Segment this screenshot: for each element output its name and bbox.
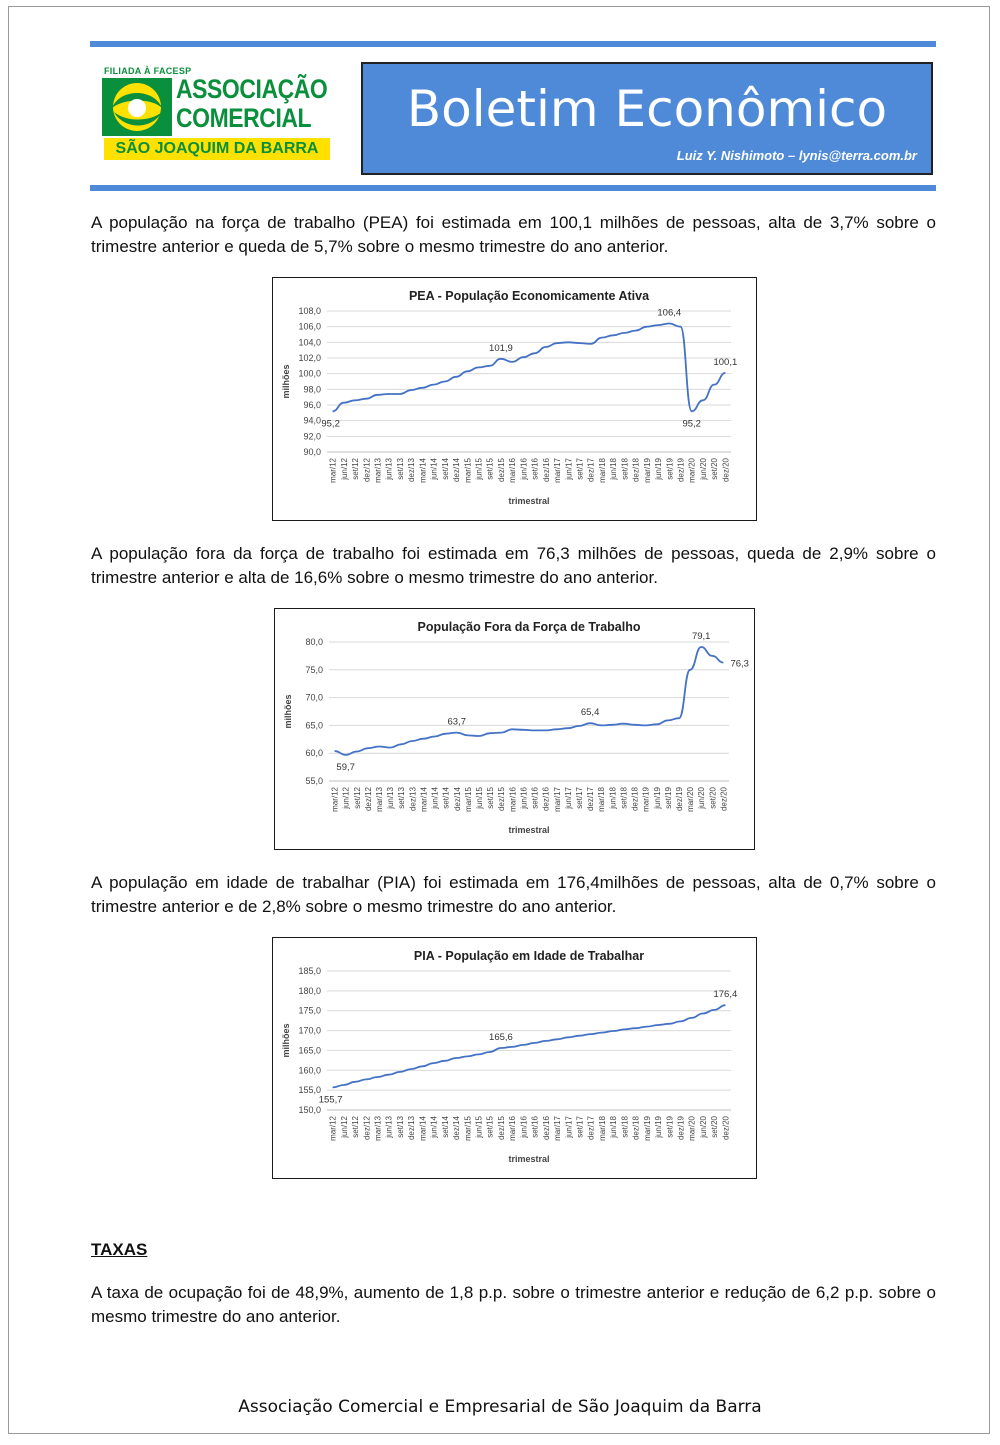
data-label: 95,2 — [321, 418, 340, 430]
data-label: 106,4 — [657, 307, 682, 319]
x-tick-label: set/16 — [530, 1116, 540, 1138]
x-tick-label: dez/12 — [362, 458, 372, 483]
x-tick-label: set/12 — [352, 787, 362, 809]
x-tick-label: mar/16 — [508, 458, 518, 483]
y-axis-label: milhões — [281, 1023, 291, 1058]
y-tick-label: 108,0 — [298, 306, 321, 316]
x-tick-label: jun/17 — [564, 458, 574, 480]
x-tick-label: mar/16 — [508, 1116, 518, 1141]
x-tick-label: jun/12 — [339, 1116, 349, 1138]
x-tick-label: mar/18 — [597, 787, 607, 812]
chart-title: PEA - População Economicamente Ativa — [408, 289, 650, 303]
y-tick-label: 180,0 — [298, 985, 321, 996]
x-tick-label: mar/17 — [553, 1116, 563, 1141]
x-tick-label: mar/17 — [553, 458, 563, 483]
logo-affiliation-text: FILIADA À FACESP — [104, 66, 192, 76]
x-tick-label: jun/14 — [430, 787, 440, 809]
x-tick-label: mar/14 — [419, 787, 429, 812]
x-tick-label: dez/19 — [675, 787, 684, 812]
x-tick-label: dez/14 — [452, 458, 462, 483]
x-tick-label: mar/15 — [463, 787, 473, 812]
x-tick-label: mar/20 — [686, 787, 696, 812]
x-tick-label: dez/17 — [586, 1116, 596, 1141]
y-tick-label: 165,0 — [298, 1045, 321, 1056]
x-tick-label: dez/19 — [676, 1116, 686, 1141]
x-tick-label: set/19 — [665, 458, 675, 480]
x-tick-label: dez/14 — [452, 787, 462, 812]
y-tick-label: 92,0 — [303, 431, 321, 442]
x-tick-label: dez/12 — [362, 1116, 372, 1141]
x-tick-label: set/14 — [440, 1116, 450, 1138]
x-tick-label: set/12 — [351, 1116, 361, 1138]
x-tick-label: jun/15 — [474, 458, 484, 480]
data-label: 59,7 — [336, 761, 355, 773]
association-logo — [100, 62, 336, 162]
x-tick-label: set/18 — [619, 787, 629, 809]
x-tick-label: set/17 — [575, 787, 584, 809]
x-tick-label: jun/15 — [474, 1116, 484, 1138]
paragraph-pea: A população na força de trabalho (PEA) foi estimada em 100,1 milhões de pessoas, alta de 3,7% sobre o trimestre anterior e queda de 5,7% sobre o mesmo trimestre do ano anterior. — [91, 213, 936, 256]
data-label: 155,7 — [318, 1094, 343, 1106]
x-tick-label: set/13 — [395, 1116, 405, 1138]
x-tick-label: set/17 — [575, 1116, 585, 1138]
x-tick-label: dez/15 — [496, 458, 506, 483]
x-tick-label: mar/13 — [373, 1116, 383, 1141]
x-tick-label: set/13 — [397, 787, 407, 809]
data-label: 63,7 — [447, 716, 467, 728]
series-line — [333, 1005, 726, 1087]
x-tick-label: jun/17 — [563, 787, 573, 809]
x-tick-label: dez/13 — [407, 1116, 417, 1141]
header-rule-top — [90, 41, 936, 47]
x-tick-label: set/20 — [710, 1116, 720, 1138]
chart-pea — [272, 277, 757, 521]
data-label: 165,6 — [489, 1032, 513, 1044]
x-tick-label: jun/18 — [609, 1116, 619, 1138]
x-tick-label: mar/18 — [597, 1116, 607, 1141]
x-tick-label: dez/17 — [586, 458, 596, 483]
y-tick-label: 80,0 — [305, 637, 323, 647]
x-tick-label: mar/17 — [552, 787, 562, 812]
y-tick-label: 96,0 — [303, 400, 321, 410]
x-tick-label: jun/15 — [475, 787, 484, 809]
x-tick-label: set/15 — [485, 1116, 495, 1138]
logo-name-line2: COMERCIAL — [176, 103, 312, 133]
y-tick-label: 160,0 — [298, 1065, 321, 1076]
x-tick-label: jun/16 — [519, 458, 529, 480]
x-axis-label: trimestral — [508, 1154, 550, 1164]
x-tick-label: jun/19 — [652, 787, 662, 809]
chart-svg — [275, 609, 754, 849]
x-tick-label: set/18 — [620, 1116, 630, 1138]
x-tick-label: mar/20 — [687, 458, 697, 483]
logo-name-line1: ASSOCIAÇÃO — [176, 74, 328, 104]
y-tick-label: 150,0 — [298, 1105, 321, 1115]
x-tick-label: jun/13 — [384, 1116, 394, 1138]
banner-title: Boletim Econômico — [406, 80, 888, 138]
x-tick-label: jun/14 — [429, 458, 439, 480]
data-label: 95,2 — [682, 418, 701, 430]
x-tick-label: jun/20 — [698, 1116, 708, 1138]
x-tick-label: jun/12 — [339, 458, 349, 480]
x-tick-label: dez/16 — [541, 1116, 551, 1141]
x-tick-label: dez/15 — [496, 1116, 506, 1141]
x-tick-label: set/17 — [575, 458, 585, 480]
x-tick-label: jun/18 — [609, 458, 619, 480]
x-tick-label: jun/19 — [654, 1116, 664, 1138]
y-tick-label: 65,0 — [305, 720, 323, 731]
x-tick-label: jun/16 — [519, 1116, 529, 1138]
paragraph-pia: A população em idade de trabalhar (PIA) foi estimada em 176,4milhões de pessoas, alta de 0,7% sobre o trimestre anterior e de 2,8% sobre o mesmo trimestre do ano anterior. — [91, 873, 936, 916]
x-tick-label: set/20 — [708, 787, 718, 809]
x-tick-label: dez/20 — [721, 458, 731, 483]
chart-svg — [273, 938, 756, 1178]
x-tick-label: mar/12 — [328, 458, 338, 483]
chart-title: População Fora da Força de Trabalho — [417, 620, 641, 634]
y-tick-label: 175,0 — [298, 1005, 321, 1016]
x-tick-label: jun/19 — [654, 458, 664, 480]
x-tick-label: set/15 — [486, 787, 496, 809]
series-line — [335, 647, 724, 755]
x-tick-label: set/12 — [351, 458, 361, 480]
y-tick-label: 155,0 — [298, 1085, 321, 1096]
y-tick-label: 98,0 — [303, 384, 321, 395]
x-tick-label: dez/12 — [363, 787, 373, 812]
y-tick-label: 170,0 — [298, 1025, 321, 1036]
data-label: 100,1 — [713, 356, 738, 368]
y-tick-label: 90,0 — [303, 447, 321, 457]
logo-emblem-icon — [102, 78, 172, 136]
x-tick-label: mar/15 — [463, 1116, 473, 1141]
series-line — [333, 324, 726, 412]
x-tick-label: jun/13 — [386, 787, 396, 809]
x-tick-label: jun/14 — [429, 1116, 439, 1138]
x-tick-label: dez/17 — [586, 787, 596, 812]
x-tick-label: set/19 — [663, 787, 673, 809]
chart-svg — [273, 278, 756, 520]
x-tick-label: set/14 — [441, 787, 451, 809]
paragraph-fora: A população fora da força de trabalho foi estimada em 76,3 milhões de pessoas, queda de 2,9% sobre o trimestre anterior e alta de 16,6% sobre o mesmo trimestre do ano anterior. — [91, 544, 936, 587]
x-axis-label: trimestral — [508, 496, 550, 506]
x-tick-label: dez/18 — [631, 1116, 641, 1141]
x-tick-label: dez/20 — [721, 1116, 731, 1141]
chart-pia — [272, 937, 757, 1179]
x-tick-label: jun/18 — [608, 787, 618, 809]
y-tick-label: 70,0 — [305, 692, 323, 703]
data-label: 176,4 — [713, 989, 738, 1001]
x-tick-label: mar/15 — [463, 458, 473, 483]
x-tick-label: dez/16 — [541, 458, 551, 483]
data-label: 101,9 — [489, 342, 513, 354]
x-tick-label: dez/13 — [408, 787, 418, 812]
data-label: 79,1 — [691, 631, 711, 643]
title-banner — [361, 62, 933, 175]
x-tick-label: dez/19 — [676, 458, 686, 483]
x-tick-label: mar/19 — [642, 458, 652, 483]
chart-fora — [274, 608, 755, 850]
x-tick-label: set/14 — [440, 458, 450, 480]
x-tick-label: mar/14 — [418, 458, 428, 483]
x-tick-label: set/16 — [530, 458, 540, 480]
x-tick-label: dez/14 — [452, 1116, 462, 1141]
x-tick-label: jun/13 — [384, 458, 394, 480]
x-tick-label: jun/16 — [519, 787, 529, 809]
banner-author: Luiz Y. Nishimoto – lynis@terra.com.br — [676, 148, 917, 163]
y-tick-label: 185,0 — [298, 966, 321, 976]
x-tick-label: set/16 — [530, 787, 540, 809]
y-tick-label: 106,0 — [298, 321, 321, 332]
x-tick-label: set/20 — [710, 458, 720, 480]
y-tick-label: 102,0 — [298, 353, 321, 363]
x-tick-label: dez/15 — [497, 787, 507, 812]
x-tick-label: mar/20 — [687, 1116, 697, 1141]
x-tick-label: mar/19 — [642, 1116, 652, 1141]
x-tick-label: jun/12 — [341, 787, 351, 809]
y-tick-label: 100,0 — [298, 368, 321, 379]
x-tick-label: mar/12 — [330, 787, 340, 812]
x-tick-label: mar/13 — [375, 787, 384, 812]
x-tick-label: jun/20 — [697, 787, 707, 809]
x-tick-label: set/19 — [665, 1116, 675, 1138]
y-axis-label: milhões — [283, 694, 293, 729]
x-tick-label: set/15 — [485, 458, 495, 480]
y-tick-label: 75,0 — [305, 664, 323, 675]
x-tick-label: dez/18 — [631, 458, 641, 483]
paragraph-taxa: A taxa de ocupação foi de 48,9%, aumento de 1,8 p.p. sobre o trimestre anterior e redução de 6,2 p.p. sobre o mesmo trimestre do ano anterior. — [91, 1283, 936, 1326]
x-tick-label: jun/17 — [564, 1116, 574, 1138]
y-axis-label: milhões — [281, 364, 291, 399]
x-tick-label: dez/16 — [541, 787, 551, 812]
x-tick-label: dez/18 — [630, 787, 640, 812]
y-tick-label: 60,0 — [305, 748, 323, 759]
logo-city-band: SÃO JOAQUIM DA BARRA — [104, 138, 330, 160]
x-tick-label: jun/20 — [698, 458, 708, 480]
data-label: 65,4 — [580, 707, 600, 719]
x-tick-label: mar/19 — [641, 787, 651, 812]
x-tick-label: dez/13 — [407, 458, 417, 483]
x-tick-label: mar/16 — [508, 787, 518, 812]
x-axis-label: trimestral — [508, 825, 550, 835]
x-tick-label: mar/14 — [418, 1116, 428, 1141]
y-tick-label: 104,0 — [298, 337, 321, 348]
chart-title: PIA - População em Idade de Trabalhar — [413, 949, 645, 963]
x-tick-label: set/18 — [620, 458, 630, 480]
section-heading-taxas: TAXAS — [91, 1240, 148, 1259]
x-tick-label: mar/18 — [597, 458, 607, 483]
x-tick-label: set/13 — [395, 458, 405, 480]
page-footer: Associação Comercial e Empresarial de São Joaquim da Barra — [238, 1397, 762, 1417]
y-tick-label: 55,0 — [305, 776, 323, 786]
x-tick-label: mar/12 — [328, 1116, 338, 1141]
y-tick-label: 94,0 — [303, 415, 321, 426]
header-rule-bottom — [90, 185, 936, 191]
x-tick-label: dez/20 — [719, 787, 729, 812]
data-label: 76,3 — [730, 658, 749, 670]
x-tick-label: mar/13 — [373, 458, 383, 483]
